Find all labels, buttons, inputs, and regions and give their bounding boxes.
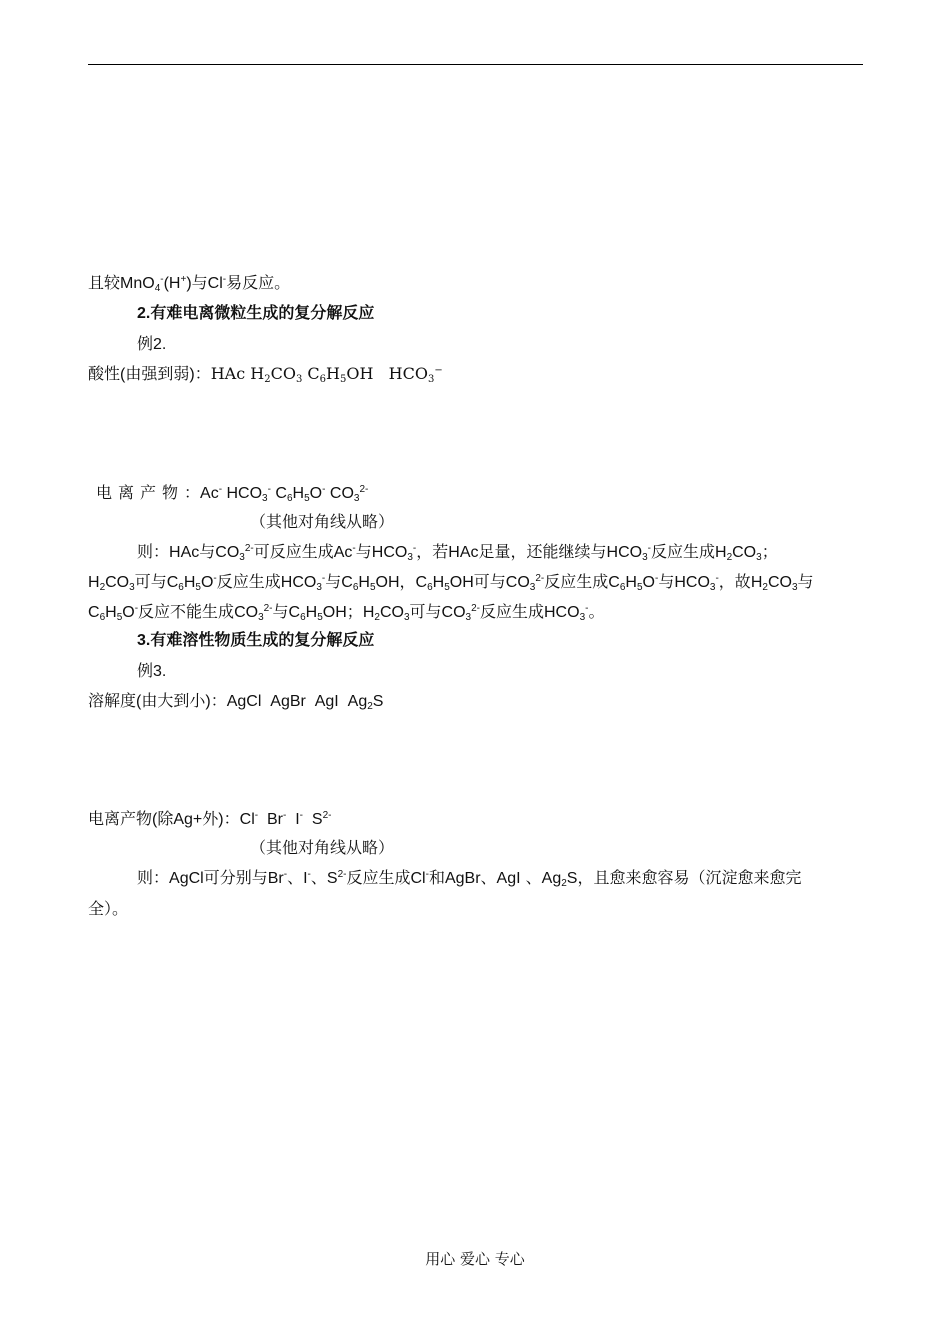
paragraph-1-line-3: $C_6H_5O^-$反应不能生成$CO_3^{2-}$与$C_6H_5OH$；$H_2CO_3$可与$CO_3^{2-}$反应生成$HCO_3^-$。 bbox=[88, 602, 605, 623]
note-other-diagonals-2: （其他对角线从略） bbox=[250, 838, 395, 857]
ionization-products: 电离产物：Ac- $HCO_3^-$ $C_6H_5O^-$ $CO_3^{2-}$ bbox=[96, 483, 369, 504]
paragraph-2-line-1: 则：AgCl可分别与Br-、I-、$S^{2-}$反应生成Cl-和AgBr、AgI 、$Ag_2S$，且愈来愈容易（沉淀愈来愈完 bbox=[137, 868, 802, 889]
paragraph-1-line-2: $H_2CO_3$可与$C_6H_5O^-$反应生成$HCO_3^-$与$C_6H_5OH$，$C_6H_5OH$可与$CO_3^{2-}$反应生成$C_6H_5O^-$与$HCO_3^-$，故$H_2CO_3$与 bbox=[88, 572, 814, 593]
header-rule bbox=[88, 64, 863, 65]
example-2-label: 例2. bbox=[137, 334, 167, 353]
footer-text: 用心 爱心 专心 bbox=[425, 1250, 525, 1268]
section-heading-2: 2.有难电离微粒生成的复分解反应 bbox=[137, 305, 375, 322]
paragraph-2-line-2: 全）。 bbox=[88, 899, 129, 918]
paragraph-1-line-1: 则：HAc与$CO_3^{2-}$可反应生成Ac-与$HCO_3^-$，若HAc足量，还能继续与$HCO_3^-$反应生成$H_2CO_3$； bbox=[137, 542, 778, 563]
section-heading-3: 3.有难溶性物质生成的复分解反应 bbox=[137, 632, 375, 649]
solubility-order: 溶解度(由大到小)：AgCl AgBr AgI $Ag_2S$ bbox=[88, 691, 384, 712]
acidity-order: 酸性(由强到弱)：HAc $H_2CO_3$ $C_6H_5OH$ $HCO_3^-$ bbox=[88, 364, 443, 385]
example-3-label: 例3. bbox=[137, 661, 167, 680]
ionization-products-2: 电离产物(除Ag+外)：Cl- Br- I- $S^{2-}$ bbox=[88, 809, 332, 828]
note-other-diagonals-1: （其他对角线从略） bbox=[250, 512, 395, 531]
line-intro: 且较MnO$_4$-(H+)与Cl-易反应。 bbox=[88, 273, 291, 294]
